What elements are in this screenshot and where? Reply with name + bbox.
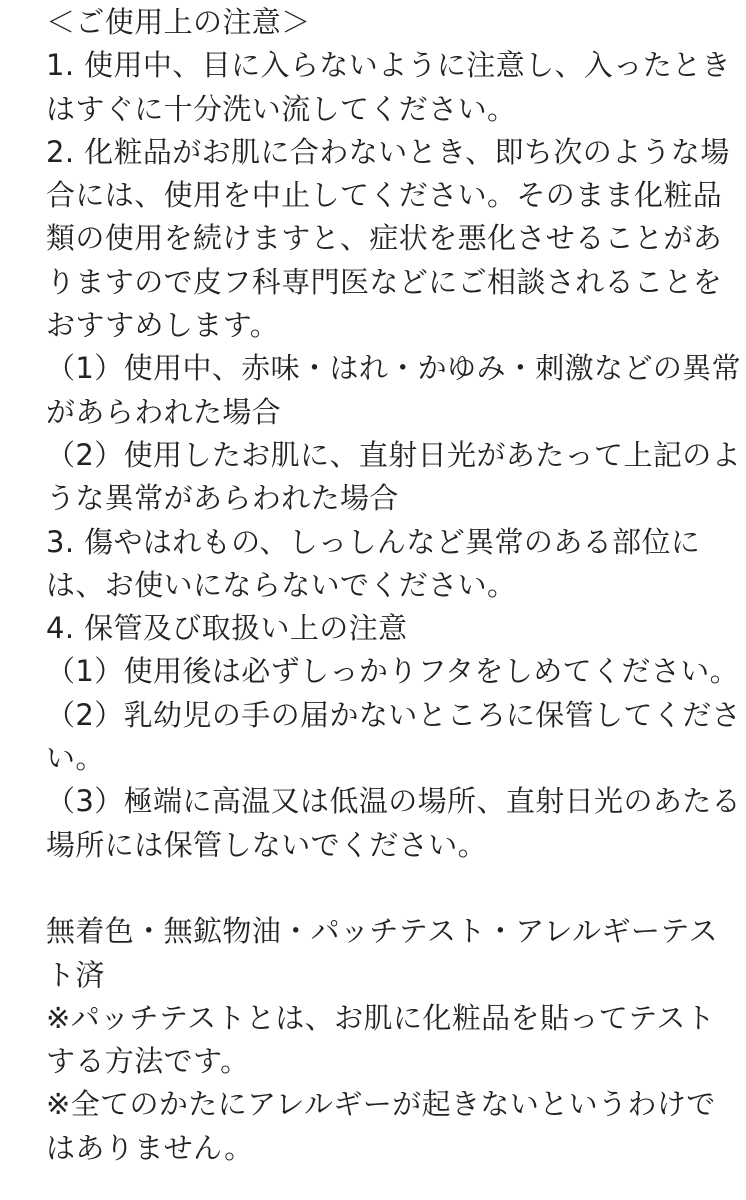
precaution-item-2	[46, 131, 730, 347]
text-line: ト済	[46, 957, 105, 992]
note-allergy	[46, 1083, 716, 1170]
text-line: はありません。	[46, 1130, 254, 1165]
text-line: があらわれた場合	[46, 394, 282, 429]
precaution-item-2-sub-2	[46, 434, 742, 521]
text-line: （1）使用後は必ずしっかりフタをしめてください。	[46, 654, 740, 689]
text-line: 類の使用を続けますと、症状を悪化させることがあ	[46, 221, 723, 256]
precaution-item-4-sub-2	[46, 694, 742, 781]
tested-claims	[46, 910, 718, 997]
precaution-item-2-sub-1	[46, 347, 742, 434]
text-line: 1. 使用中、目に入らないように注意し、入ったとき	[46, 48, 731, 83]
text-line: 合には、使用を中止してください。そのまま化粧品	[46, 178, 723, 213]
note-patch-test	[46, 997, 716, 1084]
text-line: （1）使用中、赤味・はれ・かゆみ・刺激などの異常	[46, 351, 742, 386]
text-line: 無着色・無鉱物油・パッチテスト・アレルギーテス	[46, 914, 718, 949]
text-line: うな異常があらわれた場合	[46, 481, 399, 516]
text-line: する方法です。	[46, 1044, 250, 1079]
text-line: ※パッチテストとは、お肌に化粧品を貼ってテスト	[46, 1000, 716, 1035]
blank-line	[46, 867, 706, 910]
text-line: りますので皮フ科専門医などにご相談されることを	[46, 264, 723, 299]
text-line: ※全てのかたにアレルギーが起きないというわけで	[46, 1087, 716, 1122]
precaution-item-3	[46, 521, 706, 608]
precaution-item-4-sub-3	[46, 780, 742, 867]
text-line: は、お使いにならないでください。	[46, 567, 517, 602]
text-line: （2）乳幼児の手の届かないところに保管してくださ	[46, 697, 742, 732]
text-line: （2）使用したお肌に、直射日光があたって上記のよ	[46, 437, 742, 472]
precaution-item-1	[46, 44, 731, 131]
text-line: 4. 保管及び取扱い上の注意	[46, 611, 408, 646]
text-line: 場所には保管しないでください。	[46, 827, 488, 862]
text-line: 2. 化粧品がお肌に合わないとき、即ち次のような場	[46, 134, 730, 169]
text-line: 3. 傷やはれもの、しっしんなど異常のある部位に	[46, 524, 701, 559]
precaution-item-4-sub-1	[46, 650, 740, 693]
text-line: （3）極端に高温又は低温の場所、直射日光のあたる	[46, 784, 742, 819]
text-line: おすすめします。	[46, 308, 280, 343]
text-line: い。	[46, 741, 105, 776]
section-heading: ＜ご使用上の注意＞	[46, 5, 311, 39]
text-line: はすぐに十分洗い流してください。	[46, 91, 517, 126]
precautions-document	[46, 0, 742, 1170]
precaution-item-4	[46, 607, 706, 650]
